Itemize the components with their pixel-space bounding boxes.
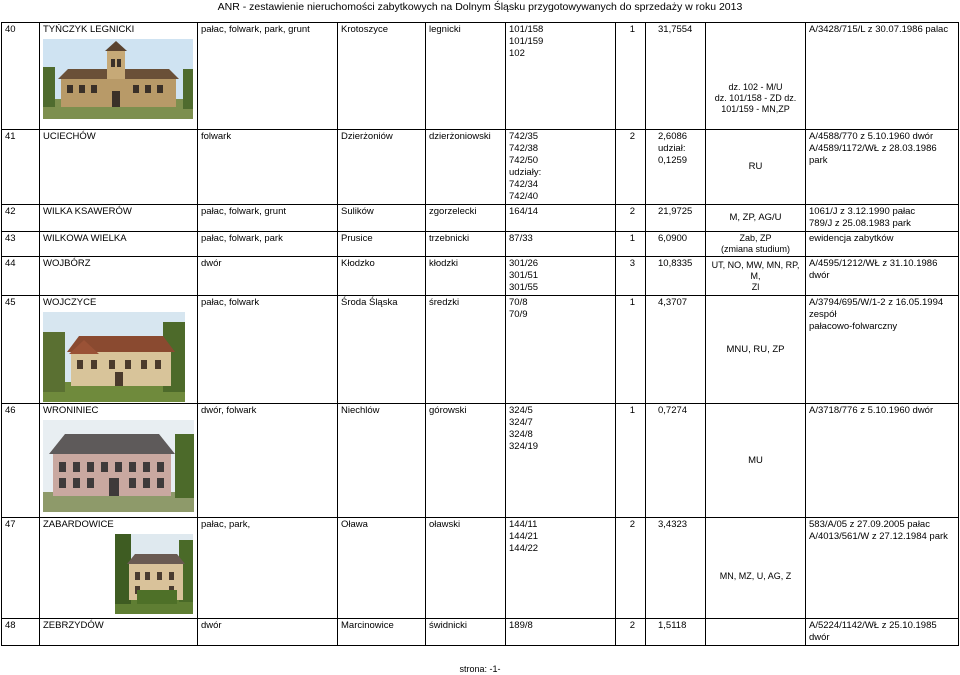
zoning-notes [706, 23, 806, 130]
row-number: 40 [2, 23, 40, 130]
area: 31,7554 [646, 23, 706, 130]
plot-number: udziały: [509, 167, 542, 178]
plot-numbers [506, 296, 616, 404]
plot-numbers [506, 404, 616, 518]
register-entry: A/3718/776 z 5.10.1960 dwór [806, 404, 959, 518]
property-type: dwór [198, 257, 338, 296]
plot-number: 70/9 [509, 309, 528, 320]
district: dzierżoniowski [426, 130, 506, 205]
palace-photo [43, 312, 194, 402]
zoning-notes [706, 257, 806, 296]
area: 6,0900 [646, 232, 706, 257]
plot-count: 1 [616, 23, 646, 130]
zoning-line: dz. 101/158 - ZD dz. [714, 93, 797, 103]
plot-number: 324/8 [509, 429, 533, 440]
property-type: pałac, park, [198, 518, 338, 619]
row-number: 47 [2, 518, 40, 619]
plot-numbers [506, 130, 616, 205]
area: 1,5118 [646, 619, 706, 646]
plot-count: 3 [616, 257, 646, 296]
area: 0,7274 [646, 404, 706, 518]
plot-numbers: 87/33 [506, 232, 616, 257]
property-name: TYŃCZYK LEGNICKI [43, 24, 135, 35]
property-name: UCIECHÓW [40, 130, 198, 205]
manor-photo [43, 39, 194, 119]
plot-numbers: 189/8 [506, 619, 616, 646]
locality: Niechlów [338, 404, 426, 518]
zoning-line: (zmiana studium) [720, 244, 791, 254]
page-footer: strona: -1- [459, 664, 501, 674]
register-entry: A/5224/1142/WŁ z 25.10.1985 dwór [806, 619, 959, 646]
zoning-line: Zab, ZP [739, 233, 772, 243]
plot-number: 742/40 [509, 191, 539, 202]
plot-number: 324/5 [509, 405, 533, 416]
area-line: 2,6086 [658, 131, 688, 142]
property-type: pałac, folwark, park, grunt [198, 23, 338, 130]
plot-count: 1 [616, 232, 646, 257]
register-entry [806, 518, 959, 619]
register-line: 1061/J z 3.12.1990 pałac [809, 206, 916, 217]
plot-number: 144/22 [509, 543, 539, 554]
zoning-notes [706, 619, 806, 646]
row-number: 44 [2, 257, 40, 296]
table-row [2, 23, 959, 130]
district: górowski [426, 404, 506, 518]
area: 10,8335 [646, 257, 706, 296]
zoning-line: Zl [751, 281, 760, 292]
table-row [2, 518, 959, 619]
manor-house-photo [43, 420, 194, 512]
property-name-cell [40, 404, 198, 518]
locality: Prusice [338, 232, 426, 257]
table-row [2, 205, 959, 232]
locality: Sulików [338, 205, 426, 232]
property-type: pałac, folwark, grunt [198, 205, 338, 232]
property-name-cell [40, 518, 198, 619]
zoning-notes: MN, MZ, U, AG, Z [706, 518, 806, 619]
register-entry [806, 205, 959, 232]
locality: Krotoszyce [338, 23, 426, 130]
plot-number: 101/159 [509, 36, 544, 47]
zoning-line: UT, NO, MW, MN, RP, M, [711, 259, 800, 281]
locality: Marcinowice [338, 619, 426, 646]
plot-number: 324/19 [509, 441, 539, 452]
plot-number: 301/51 [509, 270, 539, 281]
property-type: dwór, folwark [198, 404, 338, 518]
plot-numbers [506, 518, 616, 619]
district: świdnicki [426, 619, 506, 646]
property-name: WILKOWA WIELKA [40, 232, 198, 257]
plot-numbers [506, 23, 616, 130]
district: kłodzki [426, 257, 506, 296]
district: oławski [426, 518, 506, 619]
locality: Kłodzko [338, 257, 426, 296]
locality: Środa Śląska [338, 296, 426, 404]
plot-count: 1 [616, 404, 646, 518]
row-number: 48 [2, 619, 40, 646]
property-type: pałac, folwark [198, 296, 338, 404]
property-name: ZEBRZYDÓW [40, 619, 198, 646]
district: zgorzelecki [426, 205, 506, 232]
plot-count: 2 [616, 205, 646, 232]
register-line: A/3794/695/W/1-2 z 16.05.1994 zespół [809, 297, 944, 320]
area-line: 0,1259 [658, 155, 688, 166]
plot-number: 301/26 [509, 258, 539, 269]
table-row [2, 257, 959, 296]
register-line: A/4013/561/W z 27.12.1984 park [809, 531, 948, 542]
plot-count: 2 [616, 518, 646, 619]
district: średzki [426, 296, 506, 404]
plot-number: 324/7 [509, 417, 533, 428]
table-row [2, 232, 959, 257]
plot-number: 144/21 [509, 531, 539, 542]
register-line: A/4589/1172/WŁ z 28.03.1986 park [809, 143, 937, 166]
register-line: 583/A/05 z 27.09.2005 pałac [809, 519, 930, 530]
table-row [2, 404, 959, 518]
register-line: A/4588/770 z 5.10.1960 dwór [809, 131, 934, 142]
property-name-cell [40, 23, 198, 130]
plot-count: 2 [616, 619, 646, 646]
property-name: ZABARDOWICE [43, 519, 114, 530]
area [646, 130, 706, 205]
plot-number: 144/11 [509, 519, 538, 530]
register-entry: A/4595/1212/WŁ z 31.10.1986 dwór [806, 257, 959, 296]
zoning-line: dz. 102 - M/U [728, 82, 783, 92]
row-number: 42 [2, 205, 40, 232]
property-name: WOJCZYCE [43, 297, 97, 308]
row-number: 46 [2, 404, 40, 518]
zoning-notes: RU [706, 130, 806, 205]
row-number: 41 [2, 130, 40, 205]
plot-count: 1 [616, 296, 646, 404]
locality: Oława [338, 518, 426, 619]
district: trzebnicki [426, 232, 506, 257]
plot-number: 102 [509, 48, 525, 59]
property-table [1, 22, 959, 646]
plot-number: 301/55 [509, 282, 539, 293]
property-name-cell [40, 296, 198, 404]
property-name: WRONINIEC [43, 405, 99, 416]
plot-number: 70/8 [509, 297, 528, 308]
palace-trees-photo [115, 534, 194, 614]
zoning-notes: MNU, RU, ZP [706, 296, 806, 404]
row-number: 45 [2, 296, 40, 404]
area: 3,4323 [646, 518, 706, 619]
plot-number: 742/34 [509, 179, 539, 190]
zoning-notes: MU [706, 404, 806, 518]
register-entry: A/3428/715/L z 30.07.1986 palac [806, 23, 959, 130]
district: legnicki [426, 23, 506, 130]
property-type: dwór [198, 619, 338, 646]
plot-numbers [506, 257, 616, 296]
plot-number: 101/158 [509, 24, 544, 35]
plot-number: 742/38 [509, 143, 539, 154]
area: 21,9725 [646, 205, 706, 232]
table-row [2, 130, 959, 205]
register-entry: ewidencja zabytków [806, 232, 959, 257]
locality: Dzierżoniów [338, 130, 426, 205]
zoning-line: 101/159 - MN,ZP [721, 104, 790, 114]
register-line: 789/J z 25.08.1983 park [809, 218, 911, 229]
area: 4,3707 [646, 296, 706, 404]
table-row [2, 296, 959, 404]
register-entry [806, 296, 959, 404]
register-entry [806, 130, 959, 205]
plot-numbers: 164/14 [506, 205, 616, 232]
register-line: pałacowo-folwarczny [809, 321, 898, 332]
plot-number: 742/50 [509, 155, 539, 166]
plot-number: 742/35 [509, 131, 539, 142]
page-header: ANR - zestawienie nieruchomości zabytkowych na Dolnym Śląsku przygotowywanych do sprzedaży w roku 2013 [217, 1, 743, 13]
zoning-notes [706, 232, 806, 257]
row-number: 43 [2, 232, 40, 257]
property-type: folwark [198, 130, 338, 205]
property-name: WILKA KSAWERÓW [40, 205, 198, 232]
property-name: WOJBÓRZ [40, 257, 198, 296]
area-line: udział: [658, 143, 686, 154]
table-row [2, 619, 959, 646]
property-type: pałac, folwark, park [198, 232, 338, 257]
plot-count: 2 [616, 130, 646, 205]
zoning-notes: M, ZP, AG/U [706, 205, 806, 232]
